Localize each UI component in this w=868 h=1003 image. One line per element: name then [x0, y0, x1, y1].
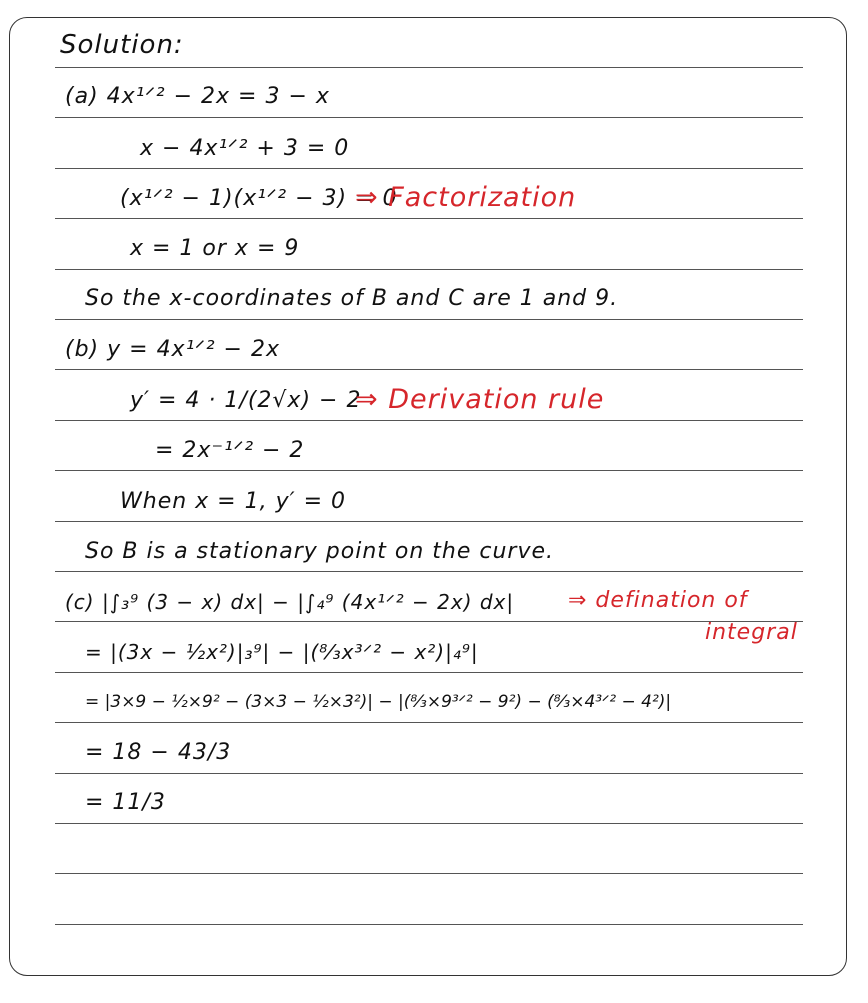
- part-a-line-4: x = 1 or x = 9: [130, 236, 300, 261]
- ruled-line: [55, 168, 803, 169]
- part-c-line-3: = |3×9 − ½×9² − (3×3 − ½×3²)| − |(⁸⁄₃×9³ᐟ² − 9²) − (⁸⁄₃×4³ᐟ² − 4²)|: [85, 692, 672, 712]
- ruled-line: [55, 319, 803, 320]
- part-b-conclusion: So B is a stationary point on the curve.: [85, 539, 555, 564]
- annotation-definition-of: ⇒ defination of: [568, 588, 748, 613]
- ruled-line: [55, 521, 803, 522]
- ruled-line: [55, 470, 803, 471]
- ruled-line: [55, 67, 803, 68]
- ruled-line: [55, 722, 803, 723]
- ruled-line: [55, 269, 803, 270]
- annotation-factorization: ⇒ Factorization: [355, 182, 577, 213]
- part-b-line-1: (b) y = 4x¹ᐟ² − 2x: [65, 337, 280, 362]
- ruled-line: [55, 823, 803, 824]
- part-a-conclusion: So the x-coordinates of B and C are 1 and 9.: [85, 286, 619, 311]
- part-a-line-1: (a) 4x¹ᐟ² − 2x = 3 − x: [65, 84, 330, 109]
- ruled-line: [55, 218, 803, 219]
- part-b-line-4: When x = 1, y′ = 0: [120, 489, 347, 514]
- part-b-line-3: = 2x⁻¹ᐟ² − 2: [155, 438, 305, 463]
- ruled-line: [55, 873, 803, 874]
- annotation-integral: integral: [705, 620, 798, 645]
- ruled-line: [55, 369, 803, 370]
- part-a-line-2: x − 4x¹ᐟ² + 3 = 0: [140, 136, 350, 161]
- part-c-line-1: (c) |∫₃⁹ (3 − x) dx| − |∫₄⁹ (4x¹ᐟ² − 2x) dx|: [65, 590, 515, 614]
- ruled-line: [55, 672, 803, 673]
- ruled-line: [55, 621, 803, 622]
- part-a-line-3: (x¹ᐟ² − 1)(x¹ᐟ² − 3) = 0: [120, 186, 398, 211]
- part-c-line-2: = |(3x − ½x²)|₃⁹| − |(⁸⁄₃x³ᐟ² − x²)|₄⁹|: [85, 640, 479, 664]
- ruled-line: [55, 773, 803, 774]
- solution-heading: Solution:: [60, 30, 184, 60]
- ruled-line: [55, 924, 803, 925]
- ruled-line: [55, 420, 803, 421]
- annotation-derivation-rule: ⇒ Derivation rule: [355, 384, 605, 415]
- part-c-line-5: = 11/3: [85, 790, 166, 815]
- part-c-line-4: = 18 − 43/3: [85, 740, 232, 765]
- ruled-line: [55, 571, 803, 572]
- part-b-line-2: y′ = 4 · 1/(2√x) − 2: [130, 388, 362, 413]
- ruled-line: [55, 117, 803, 118]
